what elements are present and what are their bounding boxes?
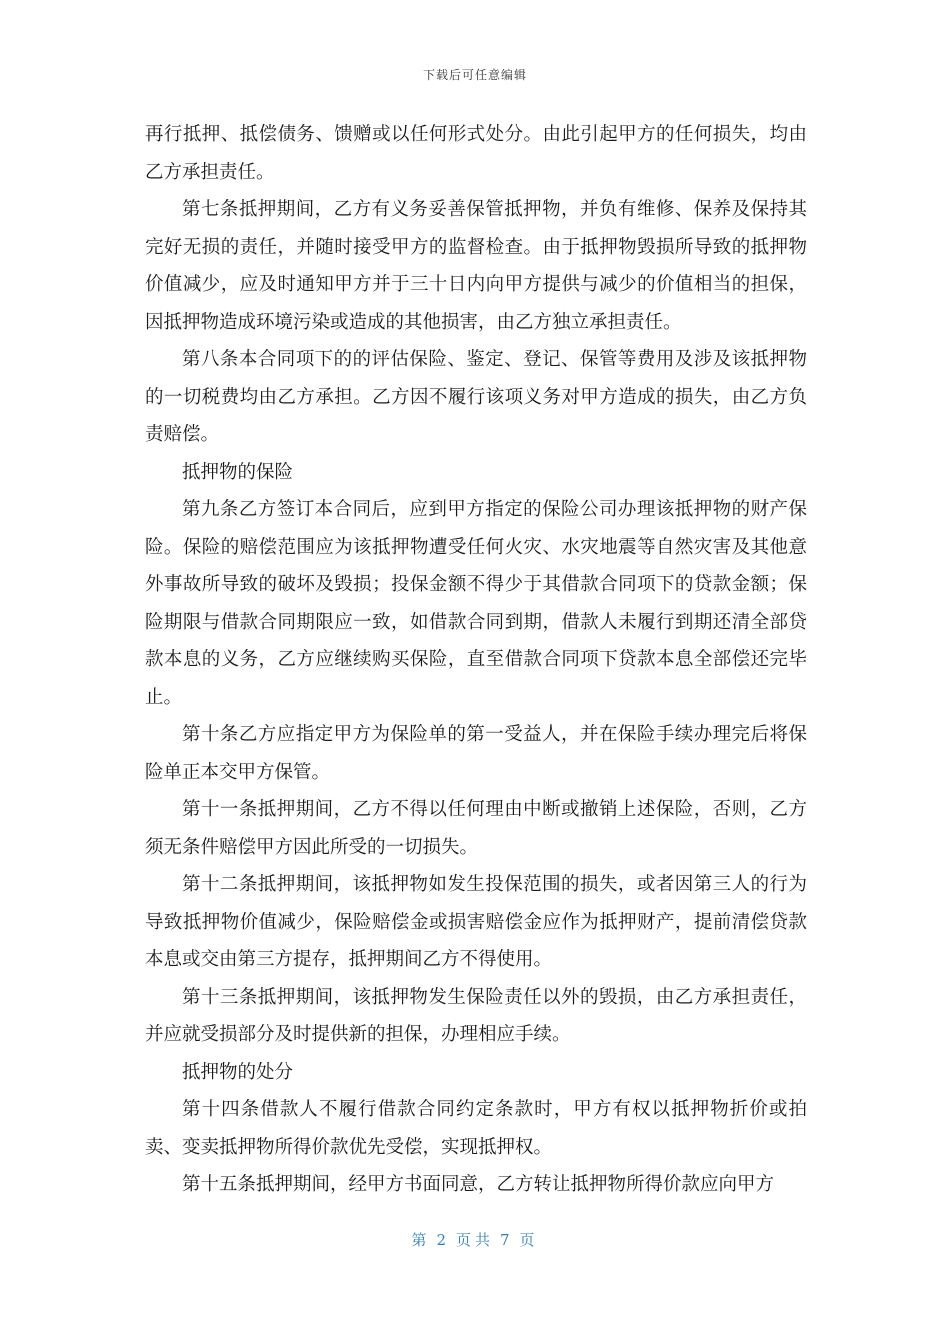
page-footer-suffix: 页 (519, 1231, 539, 1249)
total-pages-number: 7 (500, 1231, 514, 1249)
paragraph: 第八条本合同项下的的评估保险、鉴定、登记、保管等费用及涉及该抵押物的一切税费均由乙方承担。乙方因不履行该项义务对甲方造成的损失，由乙方负责赔偿。 (145, 349, 807, 445)
paragraph: 第十五条抵押期间，经甲方书面同意，乙方转让抵押物所得价款应向甲方 (182, 1174, 775, 1195)
page-footer-prefix: 第 (411, 1231, 431, 1249)
page-header: 下载后可任意编辑 (422, 68, 527, 82)
paragraph: 第七条抵押期间，乙方有义务妥善保管抵押物，并负有维修、保养及保持其完好无损的责任，并随时接受甲方的监督检查。由于抵押物毁损所导致的抵押物价值减少，应及时通知甲方并于三十日内向甲方提供与减少的价值相当的担保，因抵押物造成环境污染或造成的其他损害，由乙方独立承担责任。 (145, 199, 807, 333)
paragraph: 第九条乙方签订本合同后，应到甲方指定的保险公司办理该抵押物的财产保险。保险的赔偿范围应为该抵押物遭受任何火灾、水灾地震等自然灾害及其他意外事故所导致的破坏及毁损；投保金额不得少于其借款合同项下的贷款金额；保险期限与借款合同期限应一致，如借款合同到期，借款人未履行到期还清全部贷款本息的义务，乙方应继续购买保险，直至借款合同项下贷款本息全部偿还完毕止。 (145, 499, 807, 708)
page-footer (0, 1229, 950, 1250)
paragraph: 第十条乙方应指定甲方为保险单的第一受益人，并在保险手续办理完后将保险单正本交甲方保管。 (145, 724, 807, 783)
paragraph: 再行抵押、抵偿债务、馈赠或以任何形式处分。由此引起甲方的任何损失，均由乙方承担责任。 (145, 124, 807, 183)
paragraph: 第十一条抵押期间，乙方不得以任何理由中断或撤销上述保险，否则，乙方须无条件赔偿甲方因此所受的一切损失。 (145, 799, 807, 858)
section-heading: 抵押物的保险 (182, 461, 294, 483)
page-footer-middle: 页共 (455, 1231, 494, 1249)
section-heading: 抵押物的处分 (182, 1061, 294, 1083)
current-page-number: 2 (436, 1231, 450, 1249)
document-body (145, 116, 807, 1204)
paragraph: 第十四条借款人不履行借款合同约定条款时，甲方有权以抵押物折价或拍卖、变卖抵押物所得价款优先受偿，实现抵押权。 (145, 1099, 807, 1158)
paragraph: 第十二条抵押期间，该抵押物如发生投保范围的损失，或者因第三人的行为导致抵押物价值减少，保险赔偿金或损害赔偿金应作为抵押财产，提前清偿贷款本息或交由第三方提存，抵押期间乙方不得使用。 (145, 874, 807, 970)
paragraph: 第十三条抵押期间，该抵押物发生保险责任以外的毁损，由乙方承担责任，并应就受损部分及时提供新的担保，办理相应手续。 (145, 986, 807, 1045)
